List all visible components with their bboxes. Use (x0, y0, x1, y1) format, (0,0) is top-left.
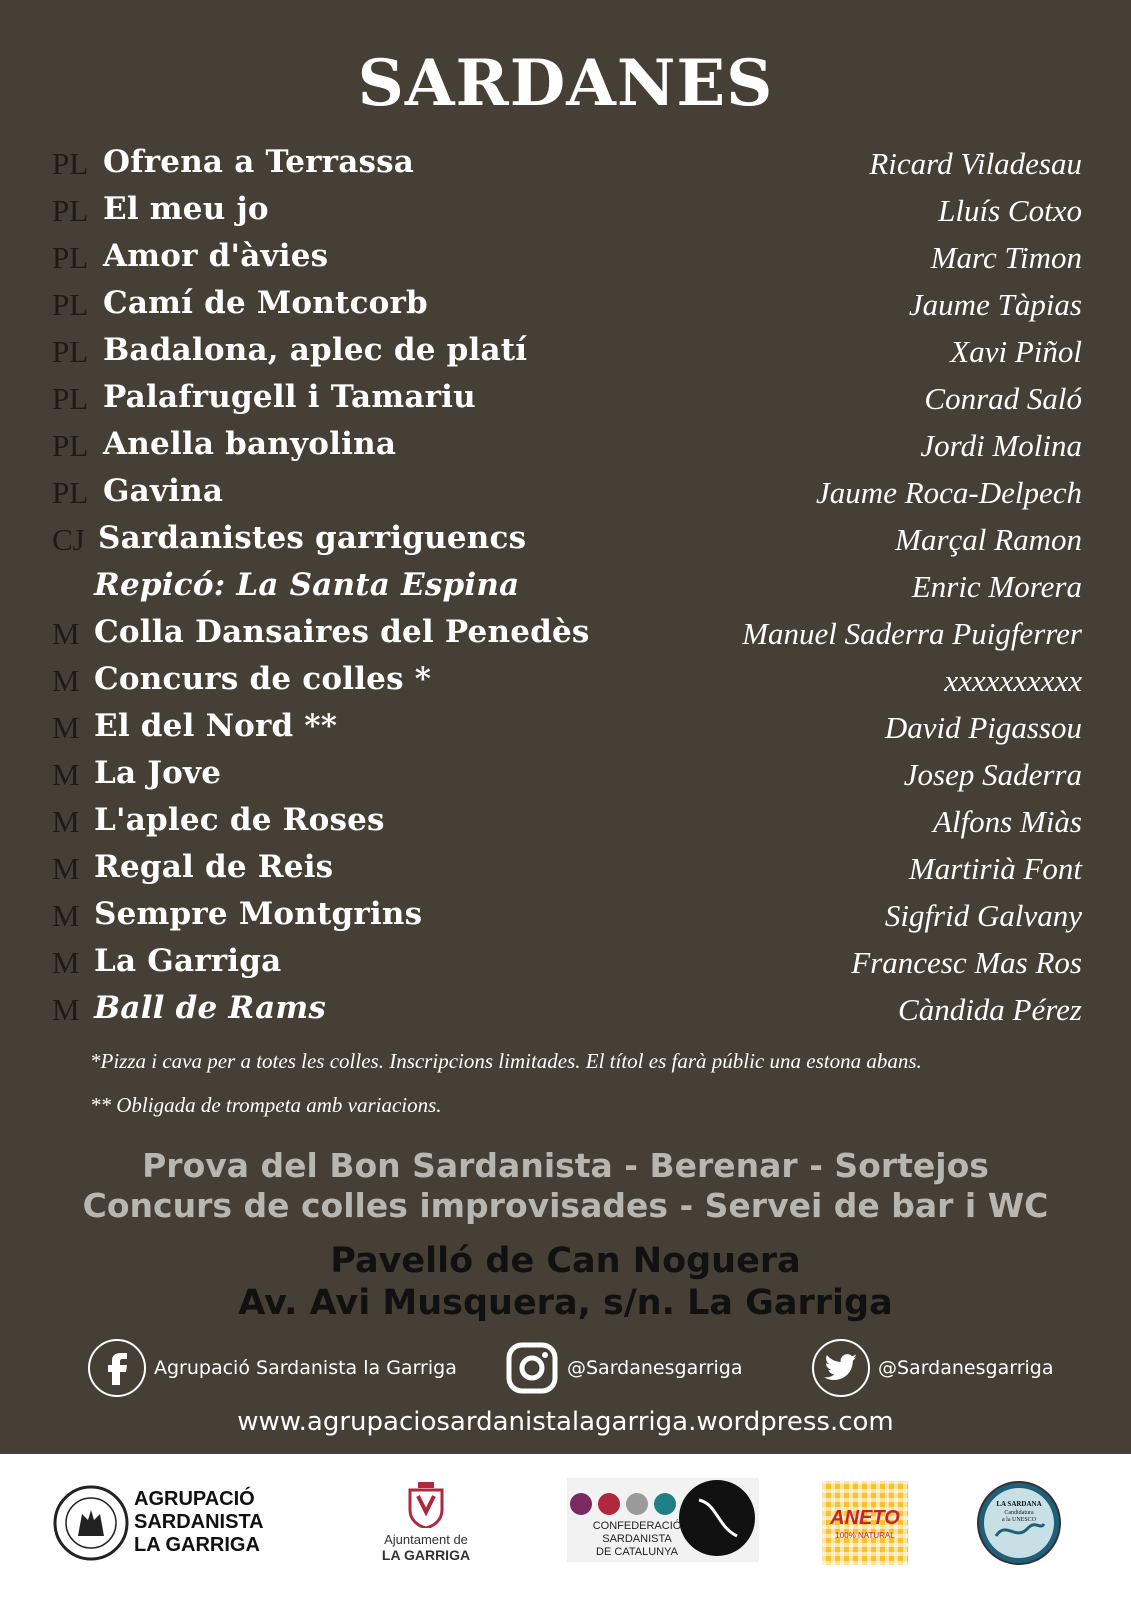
dance-title: Amor d'àvies (103, 238, 329, 274)
program-row (52, 187, 1082, 234)
composer: Jaume Tàpias (908, 287, 1082, 322)
dance-code: PL (52, 240, 89, 275)
composer: Marçal Ramon (895, 522, 1082, 557)
composer: Josep Saderra (903, 757, 1082, 792)
dance-title: Sempre Montgrins (94, 896, 423, 932)
composer: Conrad Saló (924, 381, 1082, 416)
program-row (52, 845, 1082, 892)
dance-code: M (52, 710, 80, 745)
dance-code: PL (52, 475, 89, 510)
composer: Jordi Molina (920, 428, 1082, 463)
dance-title: Palafrugell i Tamariu (103, 379, 476, 415)
agrupacio-logo (52, 1484, 282, 1564)
composer: Jaume Roca-Delpech (816, 475, 1082, 510)
page-title: SARDANES (357, 46, 774, 121)
instagram-label: @Sardanesgarriga (567, 1357, 743, 1379)
website-link[interactable]: www.agrupaciosardanistalagarriga.wordpress.com (237, 1407, 894, 1437)
composer: Marc Timon (930, 240, 1082, 275)
program-row (52, 375, 1082, 422)
dance-title: Repicó: La Santa Espina (94, 567, 520, 603)
program-row (52, 657, 1082, 704)
dance-title: El meu jo (103, 191, 269, 227)
program-row (52, 986, 1082, 1033)
dance-code: M (52, 898, 80, 933)
confederacio-line: DE CATALUNYA (596, 1546, 678, 1558)
confederacio-line: SARDANISTA (602, 1533, 672, 1545)
dance-title: Sardanistes garriguencs (98, 520, 527, 556)
twitter-link[interactable] (812, 1338, 1054, 1398)
dance-code: PL (52, 193, 89, 228)
program-row (52, 328, 1082, 375)
unesco-candidacy-logo (976, 1480, 1062, 1566)
coat-of-arms-icon (406, 1482, 446, 1528)
dance-code: CJ (52, 522, 85, 557)
dance-code: M (52, 616, 80, 651)
program-list (52, 140, 1082, 1033)
dance-title: Colla Dansaires del Penedès (94, 614, 590, 650)
venue-address: Av. Avi Musquera, s/n. La Garriga (238, 1283, 893, 1323)
agrupacio-seal-icon (52, 1484, 130, 1562)
program-row (52, 939, 1082, 986)
ajuntament-line: Ajuntament de (384, 1532, 468, 1547)
dance-code: M (52, 851, 80, 886)
unesco-line: Candidatura (1004, 1510, 1034, 1516)
program-row (52, 140, 1082, 187)
composer: Ricard Viladesau (869, 146, 1082, 181)
dance-title: La Garriga (94, 943, 282, 979)
dance-title: Regal de Reis (94, 849, 334, 885)
program-row (52, 516, 1082, 563)
program-row (52, 563, 1082, 610)
dance-title: Anella banyolina (103, 426, 397, 462)
unesco-line: a la UNESCO (1002, 1517, 1036, 1523)
dance-title: Gavina (103, 473, 224, 509)
dance-title: Concurs de colles * (94, 661, 432, 697)
composer: Martirià Font (908, 851, 1082, 886)
program-row (52, 798, 1082, 845)
social-links (0, 1338, 1131, 1398)
dance-title: Camí de Montcorb (103, 285, 428, 321)
dance-title: La Jove (94, 755, 222, 791)
dance-code: M (52, 945, 80, 980)
instagram-icon (505, 1341, 559, 1395)
venue-name: Pavelló de Can Noguera (330, 1241, 801, 1281)
dance-code: PL (52, 146, 89, 181)
dance-title: Badalona, aplec de platí (103, 332, 528, 368)
activities-block (0, 1146, 1131, 1226)
ajuntament-logo (368, 1482, 484, 1572)
sponsor-logos (0, 1454, 1131, 1600)
activities-line: Prova del Bon Sardanista - Berenar - Sortejos (142, 1146, 989, 1185)
composer: Enric Morera (911, 569, 1082, 604)
footnote-trumpet: ** Obligada de trompeta amb variacions. (90, 1093, 442, 1117)
composer: Manuel Saderra Puigferrer (742, 616, 1082, 651)
agrupacio-line: AGRUPACIÓ (134, 1488, 255, 1510)
twitter-icon (812, 1339, 870, 1397)
program-row (52, 610, 1082, 657)
program-row (52, 422, 1082, 469)
unesco-line: LA SARDANA (996, 1500, 1042, 1508)
program-row (52, 234, 1082, 281)
activities-line: Concurs de colles improvisades - Servei de bar i WC (82, 1186, 1049, 1225)
facebook-link[interactable] (88, 1338, 457, 1398)
dance-code: M (52, 804, 80, 839)
globe-icon (976, 1480, 1062, 1566)
composer: Càndida Pérez (898, 992, 1082, 1027)
confederacio-logo (567, 1478, 759, 1562)
program-row (52, 281, 1082, 328)
composer: xxxxxxxxxx (944, 663, 1082, 698)
dance-title: El del Nord ** (94, 708, 338, 744)
dance-code: PL (52, 381, 89, 416)
dance-title: Ofrena a Terrassa (103, 144, 415, 180)
dance-code: M (52, 992, 80, 1027)
ajuntament-line: LA GARRIGA (381, 1547, 471, 1563)
program-row (52, 704, 1082, 751)
composer: Francesc Mas Ros (851, 945, 1082, 980)
dance-code: PL (52, 334, 89, 369)
composer: Xavi Piñol (950, 334, 1082, 369)
instagram-link[interactable] (505, 1338, 743, 1398)
composer: Alfons Miàs (933, 804, 1082, 839)
program-row (52, 469, 1082, 516)
aneto-tagline: 100% NATURAL (835, 1531, 895, 1540)
composer: David Pigassou (884, 710, 1082, 745)
agrupacio-line: SARDANISTA (134, 1511, 264, 1533)
program-row (52, 751, 1082, 798)
dance-title: Ball de Rams (94, 990, 327, 1026)
venue-block (0, 1240, 1131, 1324)
composer: Lluís Cotxo (938, 193, 1082, 228)
agrupacio-line: LA GARRIGA (134, 1534, 260, 1556)
twitter-label: @Sardanesgarriga (878, 1357, 1054, 1379)
dance-code: PL (52, 287, 89, 322)
dance-code: PL (52, 428, 89, 463)
facebook-icon (88, 1339, 146, 1397)
facebook-label: Agrupació Sardanista la Garriga (154, 1357, 457, 1379)
aneto-logo (822, 1481, 908, 1565)
composer: Sigfrid Galvany (884, 898, 1082, 933)
dance-code: M (52, 757, 80, 792)
aneto-brand: ANETO (830, 1507, 900, 1529)
dance-code: M (52, 663, 80, 698)
footnote-pizza: *Pizza i cava per a totes les colles. Inscripcions limitades. El títol es farà públic una estona abans. (90, 1049, 922, 1073)
confederacio-line: CONFEDERACIÓ (592, 1520, 682, 1532)
program-row (52, 892, 1082, 939)
dance-title: L'aplec de Roses (94, 802, 385, 838)
